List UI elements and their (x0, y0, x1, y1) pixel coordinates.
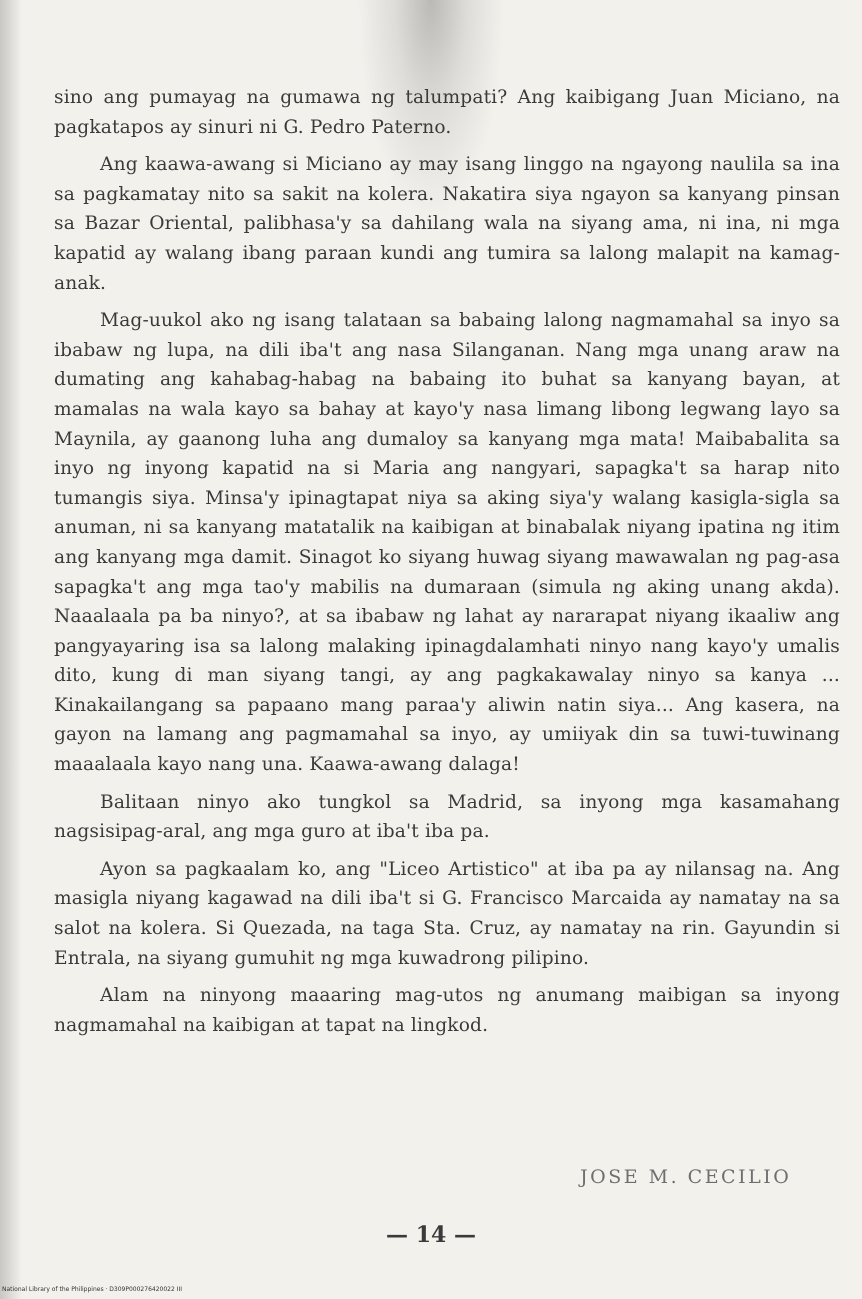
footer-credit: National Library of the Philippines · D309P000276420022 III (2, 1286, 183, 1293)
paragraph-babaing-nagmamahal: Mag-uukol ako ng isang talataan sa babaing lalong nagmamahal sa inyo sa ibabaw ng lupa, na dili iba't ang nasa Silanganan. Nang mga unang araw na dumating ang kahabag-habag na babaing ito buhat sa kanyang bayan, at mamalas na wala kayo sa bahay at kayo'y nasa limang libong legwang layo sa Maynila, ay gaanong luha ang dumaloy sa kanyang mga mata! Maibabalita sa inyo ng inyong kapatid na si Maria ang nangyari, sapagka't sa harap nito tumangis siya. Minsa'y ipinagtapat niya sa aking siya'y walang kasigla-sigla sa anuman, ni sa kanyang matatalik na kaibigan at binabalak niyang ipatina ng itim ang kanyang mga damit. Sinagot ko siyang huwag siyang mawawalan ng pag-asa sapagka't ang mga tao'y mabilis na dumaraan (simula ng aking unang akda). Naaalaala pa ba ninyo?, at sa ibabaw ng lahat ay nararapat niyang ikaaliw ang pangyayaring isa sa lalong malaking ipinagdalamhati ninyo nang kayo'y umalis dito, kung di man siyang tangi, ay ang pagkakawalay ninyo sa kanya ... Kinakailangang sa papaano mang paraa'y aliwin natin siya... Ang kasera, na gayon na lamang ang pagmamahal sa inyo, ay umiiyak din sa tuwi-tuwinang maaalaala kayo nang una. Kaawa-awang dalaga! (54, 310, 840, 776)
letter-body (54, 83, 840, 1048)
paragraph-miciano: Ang kaawa-awang si Miciano ay may isang linggo na ngayong naulila sa ina sa pagkamatay nito sa sakit na kolera. Nakatira siya ngayon sa kanyang pinsan sa Bazar Oriental, palibhasa'y sa dahilang wala na siyang ama, ni ina, ni mga kapatid ay walang ibang paraan kundi ang tumira sa lalong malapit na kamag-anak. (54, 154, 840, 294)
paragraph-continuation: sino ang pumayag na gumawa ng talumpati? Ang kaibigang Juan Miciano, na pagkatapos ay sinuri ni G. Pedro Paterno. (54, 87, 840, 138)
signature: JOSE M. CECILIO (580, 1166, 792, 1188)
paragraph-closing: Alam na ninyong maaaring mag-utos ng anumang maibigan sa inyong nagmamahal na kaibigan at tapat na lingkod. (54, 985, 840, 1036)
page-number: — 14 — (386, 1222, 476, 1248)
paragraph-liceo-artistico: Ayon sa pagkaalam ko, ang "Liceo Artistico" at iba pa ay nilansag na. Ang masigla niyang kagawad na dili iba't si G. Francisco Marcaida ay namatay na sa salot na kolera. Si Quezada, na taga Sta. Cruz, ay namatay na rin. Gayundin si Entrala, na siyang gumuhit ng mga kuwadrong pilipino. (54, 858, 840, 969)
paragraph-balitaan: Balitaan ninyo ako tungkol sa Madrid, sa inyong mga kasamahang nagsisipag-aral, ang mga guro at iba't iba pa. (54, 791, 840, 843)
